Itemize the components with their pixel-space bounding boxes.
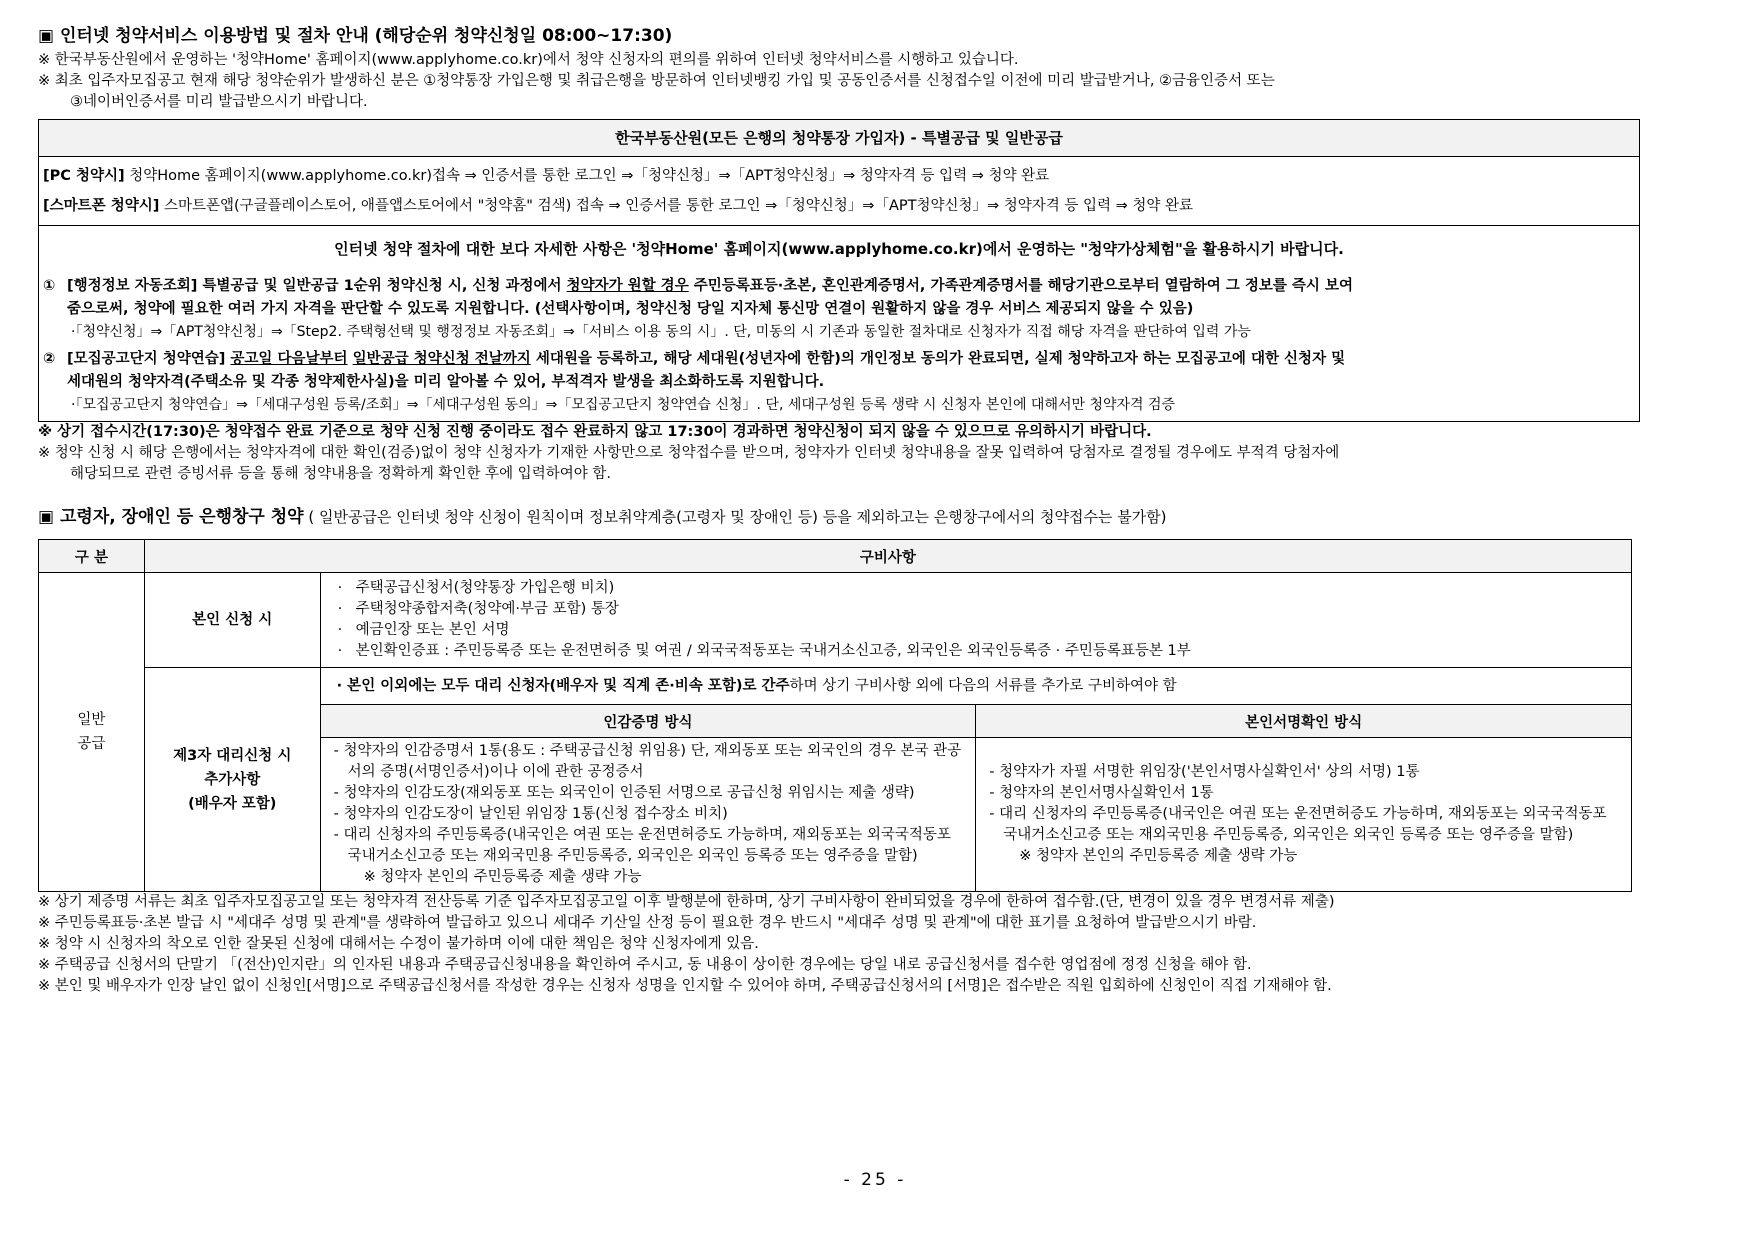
box-center-note: 인터넷 청약 절차에 대한 보다 자세한 사항은 '청약Home' 홈페이지(www.applyhome.co.kr)에서 운영하는 "청약가상체험"을 활용하시기 바랍니다. [334,240,1344,258]
sign-method-items [976,738,1632,892]
requirements-table [38,539,1632,892]
table-row [39,668,1632,705]
item-underline: 청약자가 원할 경우 [566,278,689,294]
seal-method-items [320,738,976,892]
table-row [39,573,1632,668]
table-note: ※ 본인 및 배우자가 인장 날인 없이 신청인[서명]으로 주택공급신청서를 작성한 경우는 신청자 성명을 인지할 수 있어야 하며, 주택공급신청서의 [서명]은 접수받은 직원 입회하에 신청인이 직접 기재해야 함. [38,978,1332,994]
table-note: ※ 상기 제증명 서류는 최초 입주자모집공고일 또는 청약자격 전산등록 기준 입주자모집공고일 이후 발행분에 한하며, 상기 구비사항이 완비되었을 경우에 한하여 접수함.(단, 변경이 있을 경우 변경서류 제출) [38,894,1335,910]
item-sub-note: ·「청약신청」⇒「APT청약신청」⇒「Step2. 주택형선택 및 행정정보 자동조회」⇒「서비스 이용 동의 시」. 단, 미동의 시 기존과 동일한 절차대로 신청자가 직접 해당 자격을 판단하여 입력 가능 [71,324,1251,340]
list-item-text: 대리 신청자의 주민등록증(내국인은 여권 또는 운전면허증도 가능하며, 재외동포는 외국국적동포 국내거소신고증 또는 재외국민용 주민등록증, 외국인은 외국인 등록증 또는 영주증을 말함) [343,827,951,864]
table-note: ※ 청약 시 신청자의 착오로 인한 잘못된 신청에 대해서는 수정이 불가하며 이에 대한 책임은 청약 신청자에게 있음. [38,936,759,952]
list-item-text: 청약자의 인감도장(재외동포 또는 외국인이 인증된 서명으로 공급신청 위임시는 제출 생략) [343,785,915,801]
item-admin-info [39,275,1639,298]
list-sub-note: ※ 청약자 본인의 주민등록증 제출 생략 가능 [1019,848,1298,864]
section1-note: ③네이버인증서를 미리 발급받으시기 바랍니다. [70,94,368,110]
item-text: 주민등록표등·초본, 혼인관계증명서, 가족관계증명서를 해당기관으로부터 열람하여 그 정보를 즉시 보여 [688,278,1353,294]
list-item: - 청약자가 자필 서명한 위임장('본인서명사실확인서' 상의 서명) 1통 [989,764,1420,780]
col-header-category: 구 분 [39,540,145,573]
list-item-text: 청약자의 인감도장이 날인된 위임장 1통(신청 접수장소 비치) [343,806,728,822]
mobile-apply-text: 스마트폰앱(구글플레이스토어, 애플앱스토어에서 "청약홈" 검색) 접속 ⇒ 인증서를 통한 로그인 ⇒「청약신청」⇒「APT청약신청」⇒ 청약자격 등 입력 ⇒ 청약 완료 [159,198,1194,214]
list-item: · 주택공급신청서(청약통장 가입은행 비치) [338,578,1630,599]
list-item: · 본인확인증표 : 주민등록증 또는 운전면허증 및 여권 / 외국국적동포는 국내거소신고증, 외국인은 외국인등록증 · 주민등록표등본 1부 [338,641,1630,662]
item-underline: 공고일 다음날부터 [230,351,348,367]
after-note: ※ 상기 접수시간(17:30)은 청약접수 완료 기준으로 청약 신청 진행 중이라도 접수 완료하지 않고 17:30이 경과하면 청약신청이 되지 않을 수 있으므로 유의하시기 바랍니다. [38,424,1152,440]
item-text: 세대원을 등록하고, 해당 세대원(성년자에 한함)의 개인정보 동의가 완료되면, 실제 청약하고자 하는 모집공고에 대한 신청자 및 [530,351,1346,367]
list-sub-note: ※ 청약자 본인의 주민등록증 제출 생략 가능 [363,869,642,885]
list-item: - 청약자의 인감도장이 날인된 위임장 1통(신청 접수장소 비치) [333,806,728,822]
list-item: · 주택청약종합저축(청약예·부금 포함) 통장 [338,599,1630,620]
item-text: [모집공고단지 청약연습] [67,351,231,367]
mobile-apply-label: [스마트폰 청약시] [43,198,160,214]
after-note: ※ 청약 신청 시 해당 은행에서는 청약자격에 대한 확인(검증)없이 청약 신청자가 기재한 사항만으로 청약접수를 받으며, 청약자가 인터넷 청약내용을 잘못 입력하여 당첨자로 결정될 경우에도 부적격 당첨자에 [38,445,1340,461]
list-item-text: 대리 신청자의 주민등록증(내국인은 여권 또는 운전면허증도 가능하며, 재외동포는 외국국적동포 국내거소신고증 또는 재외국민용 주민등록증, 외국인은 외국인 등록증 또는 영주증을 말함) [999,806,1607,843]
page-number: - 25 - [843,1170,907,1190]
pc-apply-row [39,161,1639,191]
box-header: 한국부동산원(모든 은행의 청약통장 가입자) - 특별공급 및 일반공급 [39,120,1639,157]
list-item: - 청약자의 본인서명사실확인서 1통 [989,785,1214,801]
document-page [38,22,1718,997]
agent-note-bold: · 본인 이외에는 모두 대리 신청자(배우자 및 직계 존·비속 포함)로 간주 [336,678,790,694]
section2-title-row [38,503,1718,531]
sign-method-header: 본인서명확인 방식 [976,705,1632,738]
self-apply-label: 본인 신청 시 [144,573,320,668]
self-apply-items [320,573,1631,668]
item-continuation: 세대원의 청약자격(주택소유 및 각종 청약제한사실)을 미리 알아볼 수 있어, 부적격자 발생을 최소화하도록 지원합니다. [67,374,825,390]
section1-note: ※ 최초 입주자모집공고 현재 해당 청약순위가 발생하신 분은 ①청약통장 가입은행 및 취급은행을 방문하여 인터넷뱅킹 가입 및 공동인증서를 신청접수일 이전에 미리 발급받거나, ②금융인증서 또는 [38,73,1275,89]
section1-note: ※ 한국부동산원에서 운영하는 '청약Home' 홈페이지(www.applyhome.co.kr)에서 청약 신청자의 편의를 위하여 인터넷 청약서비스를 시행하고 있습니다. [38,52,1019,68]
seal-method-header: 인감증명 방식 [320,705,976,738]
section2-title: ▣ 고령자, 장애인 등 은행창구 청약 [38,507,304,527]
list-item-text: 청약자의 본인서명사실확인서 1통 [999,785,1214,801]
list-item: - 청약자의 인감도장(재외동포 또는 외국인이 인증된 서명으로 공급신청 위임시는 제출 생략) [333,785,915,801]
pc-apply-text: 청약Home 홈페이지(www.applyhome.co.kr)접속 ⇒ 인증서를 통한 로그인 ⇒「청약신청」⇒「APT청약신청」⇒ 청약자격 등 입력 ⇒ 청약 완료 [124,168,1050,184]
table-header-row [39,540,1632,573]
item-practice [39,348,1639,371]
category-cell: 일반 공급 [39,573,145,892]
internet-apply-box [38,119,1640,422]
section1-title: ▣ 인터넷 청약서비스 이용방법 및 절차 안내 (해당순위 청약신청일 08:00~17:30) [38,26,673,46]
table-note: ※ 주택공급 신청서의 단말기 「(전산)인지란」의 인자된 내용과 주택공급신청내용을 확인하여 주시고, 동 내용이 상이한 경우에는 당일 내로 공급신청서를 접수한 영업점에 정정 신청을 해야 함. [38,957,1252,973]
item-continuation: 줌으로써, 청약에 필요한 여러 가지 자격을 판단할 수 있도록 지원합니다. (선택사항이며, 청약신청 당일 지자체 통신망 연결이 원활하지 않을 경우 서비스 제공되지 않을 수 있음) [67,301,1194,317]
agent-note-text: 하며 상기 구비사항 외에 다음의 서류를 추가로 구비하여야 함 [789,678,1177,694]
agent-note [320,668,1631,705]
item-number: ① [43,278,56,294]
section2-subtitle: ( 일반공급은 인터넷 청약 신청이 원칙이며 정보취약계층(고령자 및 장애인 등) 등을 제외하고는 은행창구에서의 청약접수는 불가함) [303,508,1167,526]
agent-apply-label: 제3자 대리신청 시 추가사항 (배우자 포함) [144,668,320,892]
col-header-requirements: 구비사항 [144,540,1631,573]
pc-apply-label: [PC 청약시] [43,168,125,184]
list-item-text: 청약자의 인감증명서 1통(용도 : 주택공급신청 위임용) 단, 재외동포 또는 외국인의 경우 본국 관공서의 증명(서명인증서)이나 이에 관한 공정증서 [343,743,962,780]
table-note: ※ 주민등록표등·초본 발급 시 "세대주 성명 및 관계"를 생략하여 발급하고 있으니 세대주 기산일 산정 등이 필요한 경우 반드시 "세대주 성명 및 관계"에 대한 표기를 요청하여 발급받으시기 바람. [38,915,1257,931]
list-item: - 대리 신청자의 주민등록증(내국인은 여권 또는 운전면허증도 가능하며, 재외동포는 외국국적동포 국내거소신고증 또는 재외국민용 주민등록증, 외국인은 외국인 등록증 또는 영주증을 말함) [989,806,1607,843]
list-item: - 청약자의 인감증명서 1통(용도 : 주택공급신청 위임용) 단, 재외동포 또는 외국인의 경우 본국 관공서의 증명(서명인증서)이나 이에 관한 공정증서 [333,743,962,780]
list-item: · 예금인장 또는 본인 서명 [338,620,1630,641]
after-note: 해당되므로 관련 증빙서류 등을 통해 청약내용을 정확하게 확인한 후에 입력하여야 함. [70,466,611,482]
list-item-text: 청약자가 자필 서명한 위임장('본인서명사실확인서' 상의 서명) 1통 [999,764,1420,780]
item-number: ② [43,351,56,367]
item-sub-note: ·「모집공고단지 청약연습」⇒「세대구성원 등록/조회」⇒「세대구성원 동의」⇒「모집공고단지 청약연습 신청」. 단, 세대구성원 등록 생략 시 신청자 본인에 대해서만 청약자격 검증 [71,397,1176,413]
item-underline: 일반공급 청약신청 전날까지 [352,351,531,367]
item-text: [행정정보 자동조회] 특별공급 및 일반공급 1순위 청약신청 시, 신청 과정에서 [67,278,567,294]
list-item: - 대리 신청자의 주민등록증(내국인은 여권 또는 운전면허증도 가능하며, 재외동포는 외국국적동포 국내거소신고증 또는 재외국민용 주민등록증, 외국인은 외국인 등록증 또는 영주증을 말함) [333,827,951,864]
mobile-apply-row [39,191,1639,221]
